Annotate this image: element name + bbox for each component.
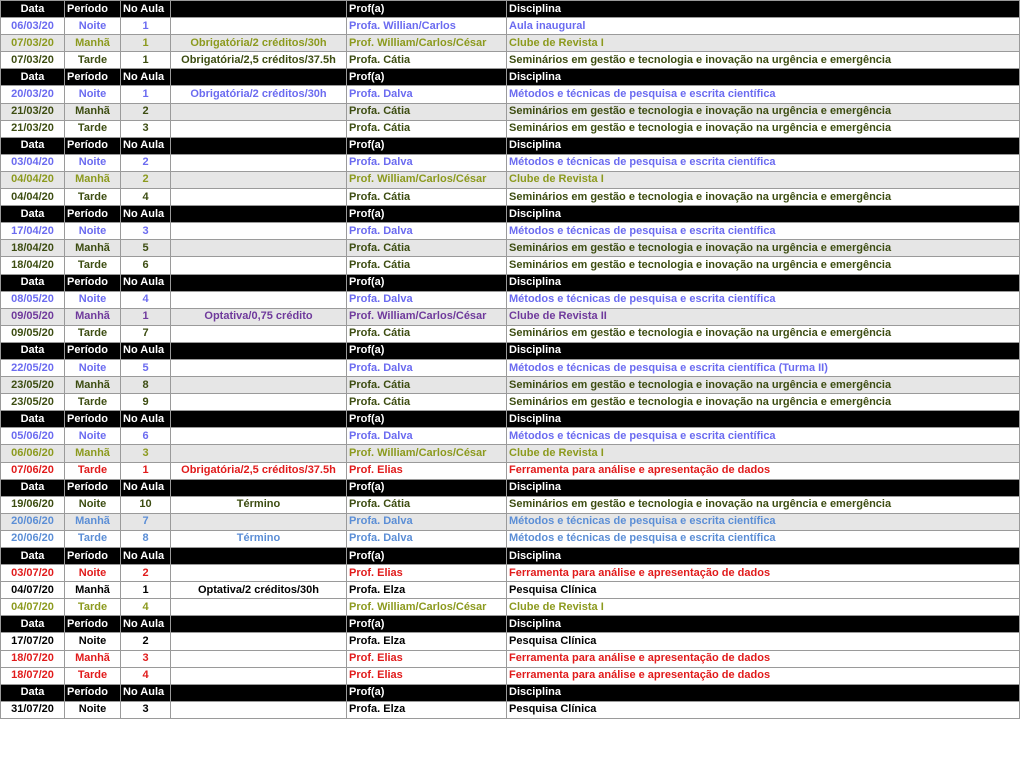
aula-cell: 4 [121, 189, 171, 206]
table-row [1, 496, 1020, 513]
header-row [1, 137, 1020, 154]
aula-cell: 2 [121, 154, 171, 171]
table-row [1, 120, 1020, 137]
table-row [1, 257, 1020, 274]
period-cell: Noite [65, 359, 121, 376]
discipline-cell: Aula inaugural [507, 18, 1020, 35]
prof-cell: Prof. Elias [347, 667, 507, 684]
discipline-cell: Pesquisa Clínica [507, 582, 1020, 599]
period-cell: Noite [65, 18, 121, 35]
discipline-cell: Clube de Revista I [507, 599, 1020, 616]
discipline-cell: Métodos e técnicas de pesquisa e escrita científica [507, 428, 1020, 445]
header-discipline: Disciplina [507, 411, 1020, 428]
date-cell: 05/06/20 [1, 428, 65, 445]
discipline-cell: Seminários em gestão e tecnologia e inovação na urgência e emergência [507, 496, 1020, 513]
aula-cell: 3 [121, 223, 171, 240]
prof-cell: Prof. William/Carlos/César [347, 171, 507, 188]
type-cell [171, 171, 347, 188]
aula-cell: 3 [121, 445, 171, 462]
table-row [1, 633, 1020, 650]
period-cell: Tarde [65, 52, 121, 69]
prof-cell: Profa. Cátia [347, 496, 507, 513]
header-date: Data [1, 274, 65, 291]
header-period: Período [65, 479, 121, 496]
header-prof: Prof(a) [347, 684, 507, 701]
table-row [1, 223, 1020, 240]
header-discipline: Disciplina [507, 69, 1020, 86]
prof-cell: Profa. Cátia [347, 325, 507, 342]
prof-cell: Prof. Elias [347, 462, 507, 479]
discipline-cell: Seminários em gestão e tecnologia e inovação na urgência e emergência [507, 189, 1020, 206]
header-aula: No Aula [121, 1, 171, 18]
type-cell [171, 394, 347, 411]
prof-cell: Prof. William/Carlos/César [347, 445, 507, 462]
header-date: Data [1, 616, 65, 633]
discipline-cell: Clube de Revista I [507, 445, 1020, 462]
table-row [1, 325, 1020, 342]
aula-cell: 3 [121, 701, 171, 718]
type-cell [171, 701, 347, 718]
aula-cell: 1 [121, 462, 171, 479]
header-row [1, 479, 1020, 496]
aula-cell: 10 [121, 496, 171, 513]
type-cell: Término [171, 496, 347, 513]
date-cell: 03/07/20 [1, 565, 65, 582]
discipline-cell: Pesquisa Clínica [507, 701, 1020, 718]
header-date: Data [1, 206, 65, 223]
period-cell: Noite [65, 291, 121, 308]
header-row [1, 411, 1020, 428]
date-cell: 06/06/20 [1, 445, 65, 462]
type-cell [171, 154, 347, 171]
discipline-cell: Seminários em gestão e tecnologia e inovação na urgência e emergência [507, 120, 1020, 137]
period-cell: Manhã [65, 240, 121, 257]
type-cell [171, 377, 347, 394]
table-row [1, 582, 1020, 599]
period-cell: Manhã [65, 513, 121, 530]
type-cell: Obrigatória/2,5 créditos/37.5h [171, 52, 347, 69]
header-period: Período [65, 137, 121, 154]
period-cell: Tarde [65, 120, 121, 137]
header-date: Data [1, 1, 65, 18]
prof-cell: Profa. Dalva [347, 428, 507, 445]
aula-cell: 6 [121, 257, 171, 274]
aula-cell: 4 [121, 599, 171, 616]
prof-cell: Prof. William/Carlos/César [347, 308, 507, 325]
period-cell: Manhã [65, 445, 121, 462]
header-discipline: Disciplina [507, 684, 1020, 701]
date-cell: 22/05/20 [1, 359, 65, 376]
aula-cell: 6 [121, 428, 171, 445]
header-type [171, 684, 347, 701]
header-period: Período [65, 206, 121, 223]
header-discipline: Disciplina [507, 479, 1020, 496]
type-cell [171, 240, 347, 257]
header-period: Período [65, 1, 121, 18]
header-date: Data [1, 342, 65, 359]
period-cell: Noite [65, 154, 121, 171]
header-row [1, 684, 1020, 701]
date-cell: 17/07/20 [1, 633, 65, 650]
date-cell: 18/04/20 [1, 257, 65, 274]
header-discipline: Disciplina [507, 274, 1020, 291]
header-type [171, 137, 347, 154]
header-aula: No Aula [121, 69, 171, 86]
table-row [1, 377, 1020, 394]
header-period: Período [65, 616, 121, 633]
table-row [1, 171, 1020, 188]
header-row [1, 342, 1020, 359]
header-period: Período [65, 684, 121, 701]
discipline-cell: Seminários em gestão e tecnologia e inovação na urgência e emergência [507, 377, 1020, 394]
prof-cell: Profa. Cátia [347, 257, 507, 274]
header-row [1, 616, 1020, 633]
type-cell [171, 291, 347, 308]
date-cell: 23/05/20 [1, 377, 65, 394]
date-cell: 06/03/20 [1, 18, 65, 35]
header-aula: No Aula [121, 548, 171, 565]
discipline-cell: Métodos e técnicas de pesquisa e escrita científica [507, 530, 1020, 547]
aula-cell: 7 [121, 513, 171, 530]
aula-cell: 9 [121, 394, 171, 411]
header-date: Data [1, 479, 65, 496]
aula-cell: 3 [121, 120, 171, 137]
period-cell: Manhã [65, 171, 121, 188]
period-cell: Manhã [65, 103, 121, 120]
header-discipline: Disciplina [507, 548, 1020, 565]
date-cell: 08/05/20 [1, 291, 65, 308]
type-cell [171, 445, 347, 462]
prof-cell: Profa. Dalva [347, 154, 507, 171]
aula-cell: 4 [121, 667, 171, 684]
type-cell [171, 223, 347, 240]
prof-cell: Prof. Elias [347, 650, 507, 667]
table-row [1, 189, 1020, 206]
date-cell: 04/07/20 [1, 599, 65, 616]
table-row [1, 530, 1020, 547]
period-cell: Tarde [65, 189, 121, 206]
header-row [1, 1, 1020, 18]
aula-cell: 2 [121, 171, 171, 188]
date-cell: 07/03/20 [1, 35, 65, 52]
period-cell: Tarde [65, 257, 121, 274]
header-period: Período [65, 548, 121, 565]
header-type [171, 206, 347, 223]
table-row [1, 103, 1020, 120]
date-cell: 09/05/20 [1, 308, 65, 325]
aula-cell: 4 [121, 291, 171, 308]
table-row [1, 35, 1020, 52]
date-cell: 23/05/20 [1, 394, 65, 411]
aula-cell: 2 [121, 565, 171, 582]
type-cell: Obrigatória/2 créditos/30h [171, 86, 347, 103]
header-prof: Prof(a) [347, 411, 507, 428]
discipline-cell: Métodos e técnicas de pesquisa e escrita científica [507, 513, 1020, 530]
header-type [171, 274, 347, 291]
header-aula: No Aula [121, 479, 171, 496]
prof-cell: Prof. William/Carlos/César [347, 599, 507, 616]
header-period: Período [65, 69, 121, 86]
discipline-cell: Clube de Revista I [507, 35, 1020, 52]
prof-cell: Profa. Dalva [347, 359, 507, 376]
table-row [1, 513, 1020, 530]
period-cell: Manhã [65, 308, 121, 325]
prof-cell: Profa. Dalva [347, 513, 507, 530]
header-type [171, 548, 347, 565]
date-cell: 03/04/20 [1, 154, 65, 171]
header-prof: Prof(a) [347, 137, 507, 154]
discipline-cell: Pesquisa Clínica [507, 633, 1020, 650]
type-cell [171, 428, 347, 445]
type-cell [171, 120, 347, 137]
prof-cell: Prof. William/Carlos/César [347, 35, 507, 52]
header-discipline: Disciplina [507, 616, 1020, 633]
aula-cell: 3 [121, 650, 171, 667]
type-cell [171, 599, 347, 616]
period-cell: Noite [65, 496, 121, 513]
type-cell: Obrigatória/2,5 créditos/37.5h [171, 462, 347, 479]
table-row [1, 359, 1020, 376]
period-cell: Noite [65, 701, 121, 718]
discipline-cell: Seminários em gestão e tecnologia e inovação na urgência e emergência [507, 240, 1020, 257]
date-cell: 20/06/20 [1, 513, 65, 530]
type-cell [171, 103, 347, 120]
type-cell [171, 565, 347, 582]
prof-cell: Profa. Cátia [347, 120, 507, 137]
period-cell: Noite [65, 223, 121, 240]
header-type [171, 342, 347, 359]
table-row [1, 86, 1020, 103]
discipline-cell: Ferramenta para análise e apresentação de dados [507, 462, 1020, 479]
prof-cell: Profa. Dalva [347, 530, 507, 547]
table-row [1, 599, 1020, 616]
header-date: Data [1, 69, 65, 86]
table-row [1, 154, 1020, 171]
discipline-cell: Seminários em gestão e tecnologia e inovação na urgência e emergência [507, 257, 1020, 274]
period-cell: Noite [65, 428, 121, 445]
type-cell [171, 667, 347, 684]
aula-cell: 5 [121, 359, 171, 376]
period-cell: Tarde [65, 462, 121, 479]
table-row [1, 394, 1020, 411]
period-cell: Manhã [65, 377, 121, 394]
aula-cell: 1 [121, 52, 171, 69]
table-row [1, 52, 1020, 69]
type-cell [171, 650, 347, 667]
table-row [1, 701, 1020, 718]
header-discipline: Disciplina [507, 1, 1020, 18]
discipline-cell: Ferramenta para análise e apresentação de dados [507, 667, 1020, 684]
header-period: Período [65, 411, 121, 428]
date-cell: 18/07/20 [1, 667, 65, 684]
date-cell: 21/03/20 [1, 103, 65, 120]
table-row [1, 650, 1020, 667]
aula-cell: 8 [121, 530, 171, 547]
discipline-cell: Clube de Revista II [507, 308, 1020, 325]
table-row [1, 428, 1020, 445]
type-cell [171, 359, 347, 376]
header-aula: No Aula [121, 684, 171, 701]
header-type [171, 411, 347, 428]
aula-cell: 7 [121, 325, 171, 342]
discipline-cell: Seminários em gestão e tecnologia e inovação na urgência e emergência [507, 394, 1020, 411]
prof-cell: Profa. Elza [347, 633, 507, 650]
discipline-cell: Métodos e técnicas de pesquisa e escrita científica [507, 291, 1020, 308]
discipline-cell: Métodos e técnicas de pesquisa e escrita científica (Turma II) [507, 359, 1020, 376]
header-discipline: Disciplina [507, 206, 1020, 223]
prof-cell: Profa. Elza [347, 701, 507, 718]
date-cell: 09/05/20 [1, 325, 65, 342]
aula-cell: 1 [121, 308, 171, 325]
period-cell: Noite [65, 565, 121, 582]
header-prof: Prof(a) [347, 69, 507, 86]
period-cell: Tarde [65, 325, 121, 342]
prof-cell: Profa. Cátia [347, 52, 507, 69]
type-cell [171, 189, 347, 206]
prof-cell: Profa. Dalva [347, 291, 507, 308]
discipline-cell: Seminários em gestão e tecnologia e inovação na urgência e emergência [507, 325, 1020, 342]
date-cell: 21/03/20 [1, 120, 65, 137]
discipline-cell: Clube de Revista I [507, 171, 1020, 188]
aula-cell: 2 [121, 103, 171, 120]
header-type [171, 69, 347, 86]
date-cell: 04/04/20 [1, 171, 65, 188]
header-row [1, 206, 1020, 223]
date-cell: 04/07/20 [1, 582, 65, 599]
prof-cell: Profa. Dalva [347, 86, 507, 103]
header-type [171, 1, 347, 18]
header-type [171, 616, 347, 633]
prof-cell: Prof. Elias [347, 565, 507, 582]
date-cell: 04/04/20 [1, 189, 65, 206]
prof-cell: Profa. Cátia [347, 394, 507, 411]
type-cell [171, 257, 347, 274]
prof-cell: Profa. Cátia [347, 103, 507, 120]
period-cell: Noite [65, 633, 121, 650]
header-row [1, 69, 1020, 86]
date-cell: 18/04/20 [1, 240, 65, 257]
type-cell [171, 18, 347, 35]
header-prof: Prof(a) [347, 1, 507, 18]
header-date: Data [1, 684, 65, 701]
table-row [1, 240, 1020, 257]
discipline-cell: Métodos e técnicas de pesquisa e escrita científica [507, 86, 1020, 103]
type-cell: Obrigatória/2 créditos/30h [171, 35, 347, 52]
header-aula: No Aula [121, 616, 171, 633]
type-cell: Término [171, 530, 347, 547]
type-cell [171, 633, 347, 650]
table-row [1, 462, 1020, 479]
period-cell: Tarde [65, 599, 121, 616]
table-row [1, 565, 1020, 582]
table-row [1, 18, 1020, 35]
header-prof: Prof(a) [347, 548, 507, 565]
prof-cell: Profa. Cátia [347, 189, 507, 206]
header-prof: Prof(a) [347, 206, 507, 223]
prof-cell: Profa. Dalva [347, 223, 507, 240]
header-prof: Prof(a) [347, 342, 507, 359]
table-row [1, 308, 1020, 325]
date-cell: 07/03/20 [1, 52, 65, 69]
aula-cell: 8 [121, 377, 171, 394]
header-period: Período [65, 274, 121, 291]
header-prof: Prof(a) [347, 274, 507, 291]
period-cell: Tarde [65, 394, 121, 411]
header-discipline: Disciplina [507, 342, 1020, 359]
header-aula: No Aula [121, 206, 171, 223]
discipline-cell: Métodos e técnicas de pesquisa e escrita científica [507, 223, 1020, 240]
header-row [1, 548, 1020, 565]
header-aula: No Aula [121, 342, 171, 359]
discipline-cell: Ferramenta para análise e apresentação de dados [507, 650, 1020, 667]
period-cell: Manhã [65, 35, 121, 52]
prof-cell: Profa. Willian/Carlos [347, 18, 507, 35]
header-prof: Prof(a) [347, 616, 507, 633]
prof-cell: Profa. Elza [347, 582, 507, 599]
date-cell: 17/04/20 [1, 223, 65, 240]
date-cell: 20/06/20 [1, 530, 65, 547]
type-cell: Optativa/2 créditos/30h [171, 582, 347, 599]
discipline-cell: Métodos e técnicas de pesquisa e escrita científica [507, 154, 1020, 171]
period-cell: Tarde [65, 530, 121, 547]
period-cell: Manhã [65, 650, 121, 667]
table-row [1, 667, 1020, 684]
schedule-body [1, 1, 1020, 719]
aula-cell: 1 [121, 35, 171, 52]
header-date: Data [1, 548, 65, 565]
header-discipline: Disciplina [507, 137, 1020, 154]
table-row [1, 291, 1020, 308]
type-cell [171, 513, 347, 530]
aula-cell: 5 [121, 240, 171, 257]
table-row [1, 445, 1020, 462]
header-period: Período [65, 342, 121, 359]
header-prof: Prof(a) [347, 479, 507, 496]
type-cell [171, 325, 347, 342]
aula-cell: 1 [121, 86, 171, 103]
header-aula: No Aula [121, 411, 171, 428]
discipline-cell: Ferramenta para análise e apresentação de dados [507, 565, 1020, 582]
header-row [1, 274, 1020, 291]
date-cell: 19/06/20 [1, 496, 65, 513]
prof-cell: Profa. Cátia [347, 377, 507, 394]
header-date: Data [1, 137, 65, 154]
aula-cell: 1 [121, 18, 171, 35]
header-aula: No Aula [121, 137, 171, 154]
header-type [171, 479, 347, 496]
header-date: Data [1, 411, 65, 428]
date-cell: 18/07/20 [1, 650, 65, 667]
discipline-cell: Seminários em gestão e tecnologia e inovação na urgência e emergência [507, 103, 1020, 120]
period-cell: Tarde [65, 667, 121, 684]
period-cell: Noite [65, 86, 121, 103]
type-cell: Optativa/0,75 crédito [171, 308, 347, 325]
aula-cell: 1 [121, 582, 171, 599]
period-cell: Manhã [65, 582, 121, 599]
date-cell: 07/06/20 [1, 462, 65, 479]
date-cell: 20/03/20 [1, 86, 65, 103]
discipline-cell: Seminários em gestão e tecnologia e inovação na urgência e emergência [507, 52, 1020, 69]
prof-cell: Profa. Cátia [347, 240, 507, 257]
date-cell: 31/07/20 [1, 701, 65, 718]
header-aula: No Aula [121, 274, 171, 291]
aula-cell: 2 [121, 633, 171, 650]
